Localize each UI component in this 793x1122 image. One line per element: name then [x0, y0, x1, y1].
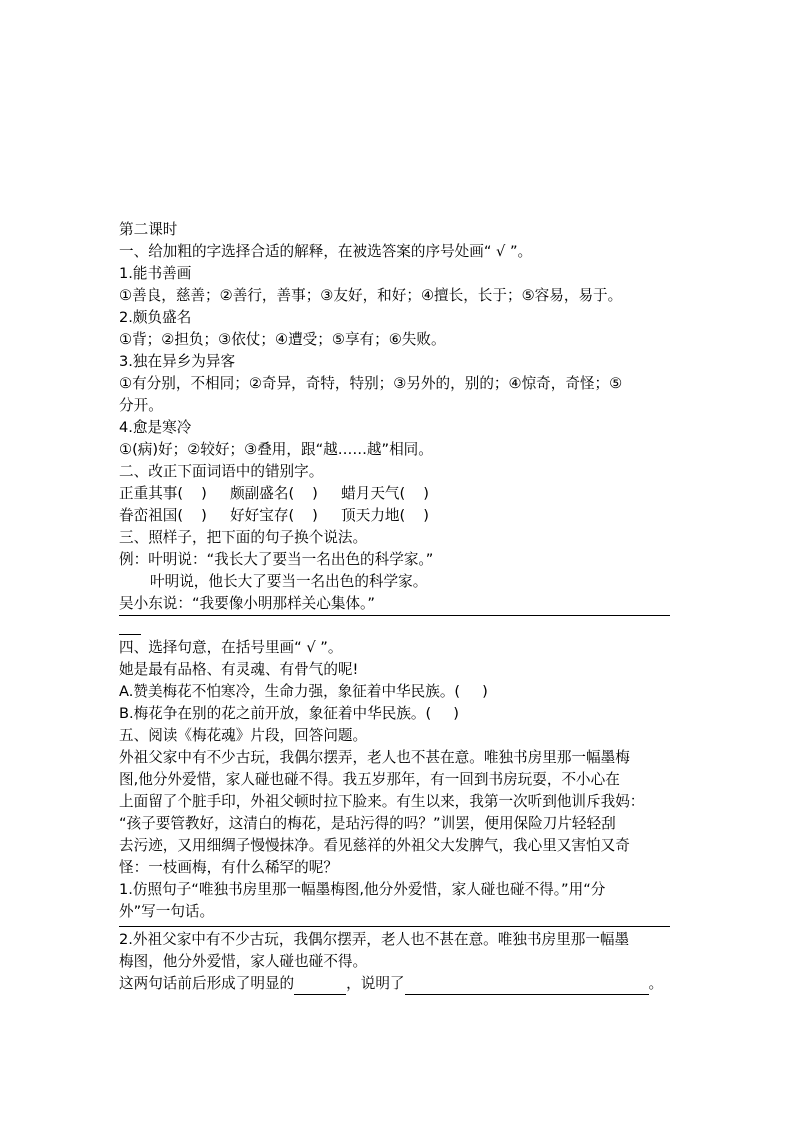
q4-sentence: 她是最有品格、有灵魂、有骨气的呢!: [119, 661, 359, 678]
q1-item-1-word: 1.能书善画: [119, 265, 192, 282]
q5-sub1-line1: 1.仿照句子“唯独书房里那一幅墨梅图,他分外爱惜，家人碰也碰不得。”用“分: [119, 881, 606, 898]
passage-line: 怪：一枝画梅，有什么稀罕的呢？: [119, 859, 338, 876]
q4-heading: 四、选择句意，在括号里画“ √ ”。: [119, 639, 343, 656]
q1-item-4-word: 4.愈是寒冷: [119, 419, 192, 436]
answer-blank[interactable]: [405, 974, 649, 995]
q3-question: 吴小东说：“我要像小明那样关心集体。”: [119, 595, 375, 612]
q5-sub1-line2: 外”写一句话。: [119, 903, 215, 920]
answer-blank[interactable]: [294, 974, 346, 995]
q2-row-1: 正重其事( ) 颇副盛名( ) 蜡月天气( ): [119, 485, 429, 502]
q4-option-a[interactable]: A.赞美梅花不怕寒冷，生命力强，象征着中华民族。( ): [119, 683, 488, 700]
passage-line: 图,他分外爱惜，家人碰也碰不得。我五岁那年，有一回到书房玩耍，不小心在: [119, 771, 620, 788]
q2-word: 蜡月天气(: [341, 485, 406, 502]
q4-option-b[interactable]: B.梅花争在别的花之前开放，象征着中华民族。( ): [119, 705, 459, 722]
q1-item-4-options: ①(病)好；②较好；③叠用，跟“越……越”相同。: [119, 441, 433, 458]
q1-item-3-options-cont: 分开。: [119, 397, 163, 414]
lesson-title: 第二课时: [119, 221, 178, 238]
q3-example: 例：叶明说：“我长大了要当一名出色的科学家。”: [119, 551, 434, 568]
q2-word: 颇副盛名(: [230, 485, 295, 502]
q1-item-3-options: ①有分别，不相同；②奇异，奇特，特别；③另外的，别的；④惊奇，奇怪；⑤: [119, 375, 623, 392]
q2-word: 好好宝存(: [230, 507, 295, 524]
q5-heading: 五、阅读《梅花魂》片段，回答问题。: [119, 727, 368, 744]
q3-example-answer: 叶明说，他长大了要当一名出色的科学家。: [150, 573, 428, 590]
q5-sub2-line1: 2.外祖父家中有不少古玩，我偶尔摆弄，老人也不甚在意。唯独书房里那一幅墨: [119, 931, 630, 948]
q1-item-3-word: 3.独在异乡为异客: [119, 353, 236, 370]
q2-word: 眷峦祖国(: [119, 507, 184, 524]
passage-line: 去污迹，又用细绸子慢慢抹净。看见慈祥的外祖父大发脾气，我心里又害怕又奇: [119, 837, 630, 854]
q2-row-2: 眷峦祖国( ) 好好宝存( ) 顶天力地( ): [119, 507, 429, 524]
q1-item-2-options: ①背；②担负；③依仗；④遭受；⑤享有；⑥失败。: [119, 331, 446, 348]
q2-word: 正重其事(: [119, 485, 184, 502]
q1-item-1-options: ①善良，慈善；②善行，善事；③友好，和好；④擅长，长于；⑤容易，易于。: [119, 287, 623, 304]
q5-sub1-answer-line[interactable]: [119, 926, 670, 927]
q3-answer-line[interactable]: [119, 615, 670, 616]
passage-line: “孩子要管教好，这清白的梅花，是玷污得的吗？”训罢，便用保险刀片轻轻刮: [119, 815, 616, 832]
q1-item-2-word: 2.颇负盛名: [119, 309, 192, 326]
q3-heading: 三、照样子，把下面的句子换个说法。: [119, 529, 368, 546]
q5-sub2-line3: 这两句话前后形成了明显的 ，说明了 。: [119, 974, 663, 995]
q1-heading: 一、给加粗的字选择合适的解释，在被选答案的序号处画“ √ ”。: [119, 243, 533, 260]
passage-line: 上面留了个脏手印，外祖父顿时拉下脸来。有生以来，我第一次听到他训斥我妈：: [119, 793, 645, 810]
q2-heading: 二、改正下面词语中的错别字。: [119, 463, 324, 480]
q2-word: 顶天力地(: [341, 507, 406, 524]
q5-sub2-line2: 梅图，他分外爱惜，家人碰也碰不得。: [119, 953, 368, 970]
passage-line: 外祖父家中有不少古玩，我偶尔摆弄，老人也不甚在意。唯独书房里那一幅墨梅: [119, 749, 630, 766]
q3-answer-line-cont[interactable]: [119, 634, 141, 635]
